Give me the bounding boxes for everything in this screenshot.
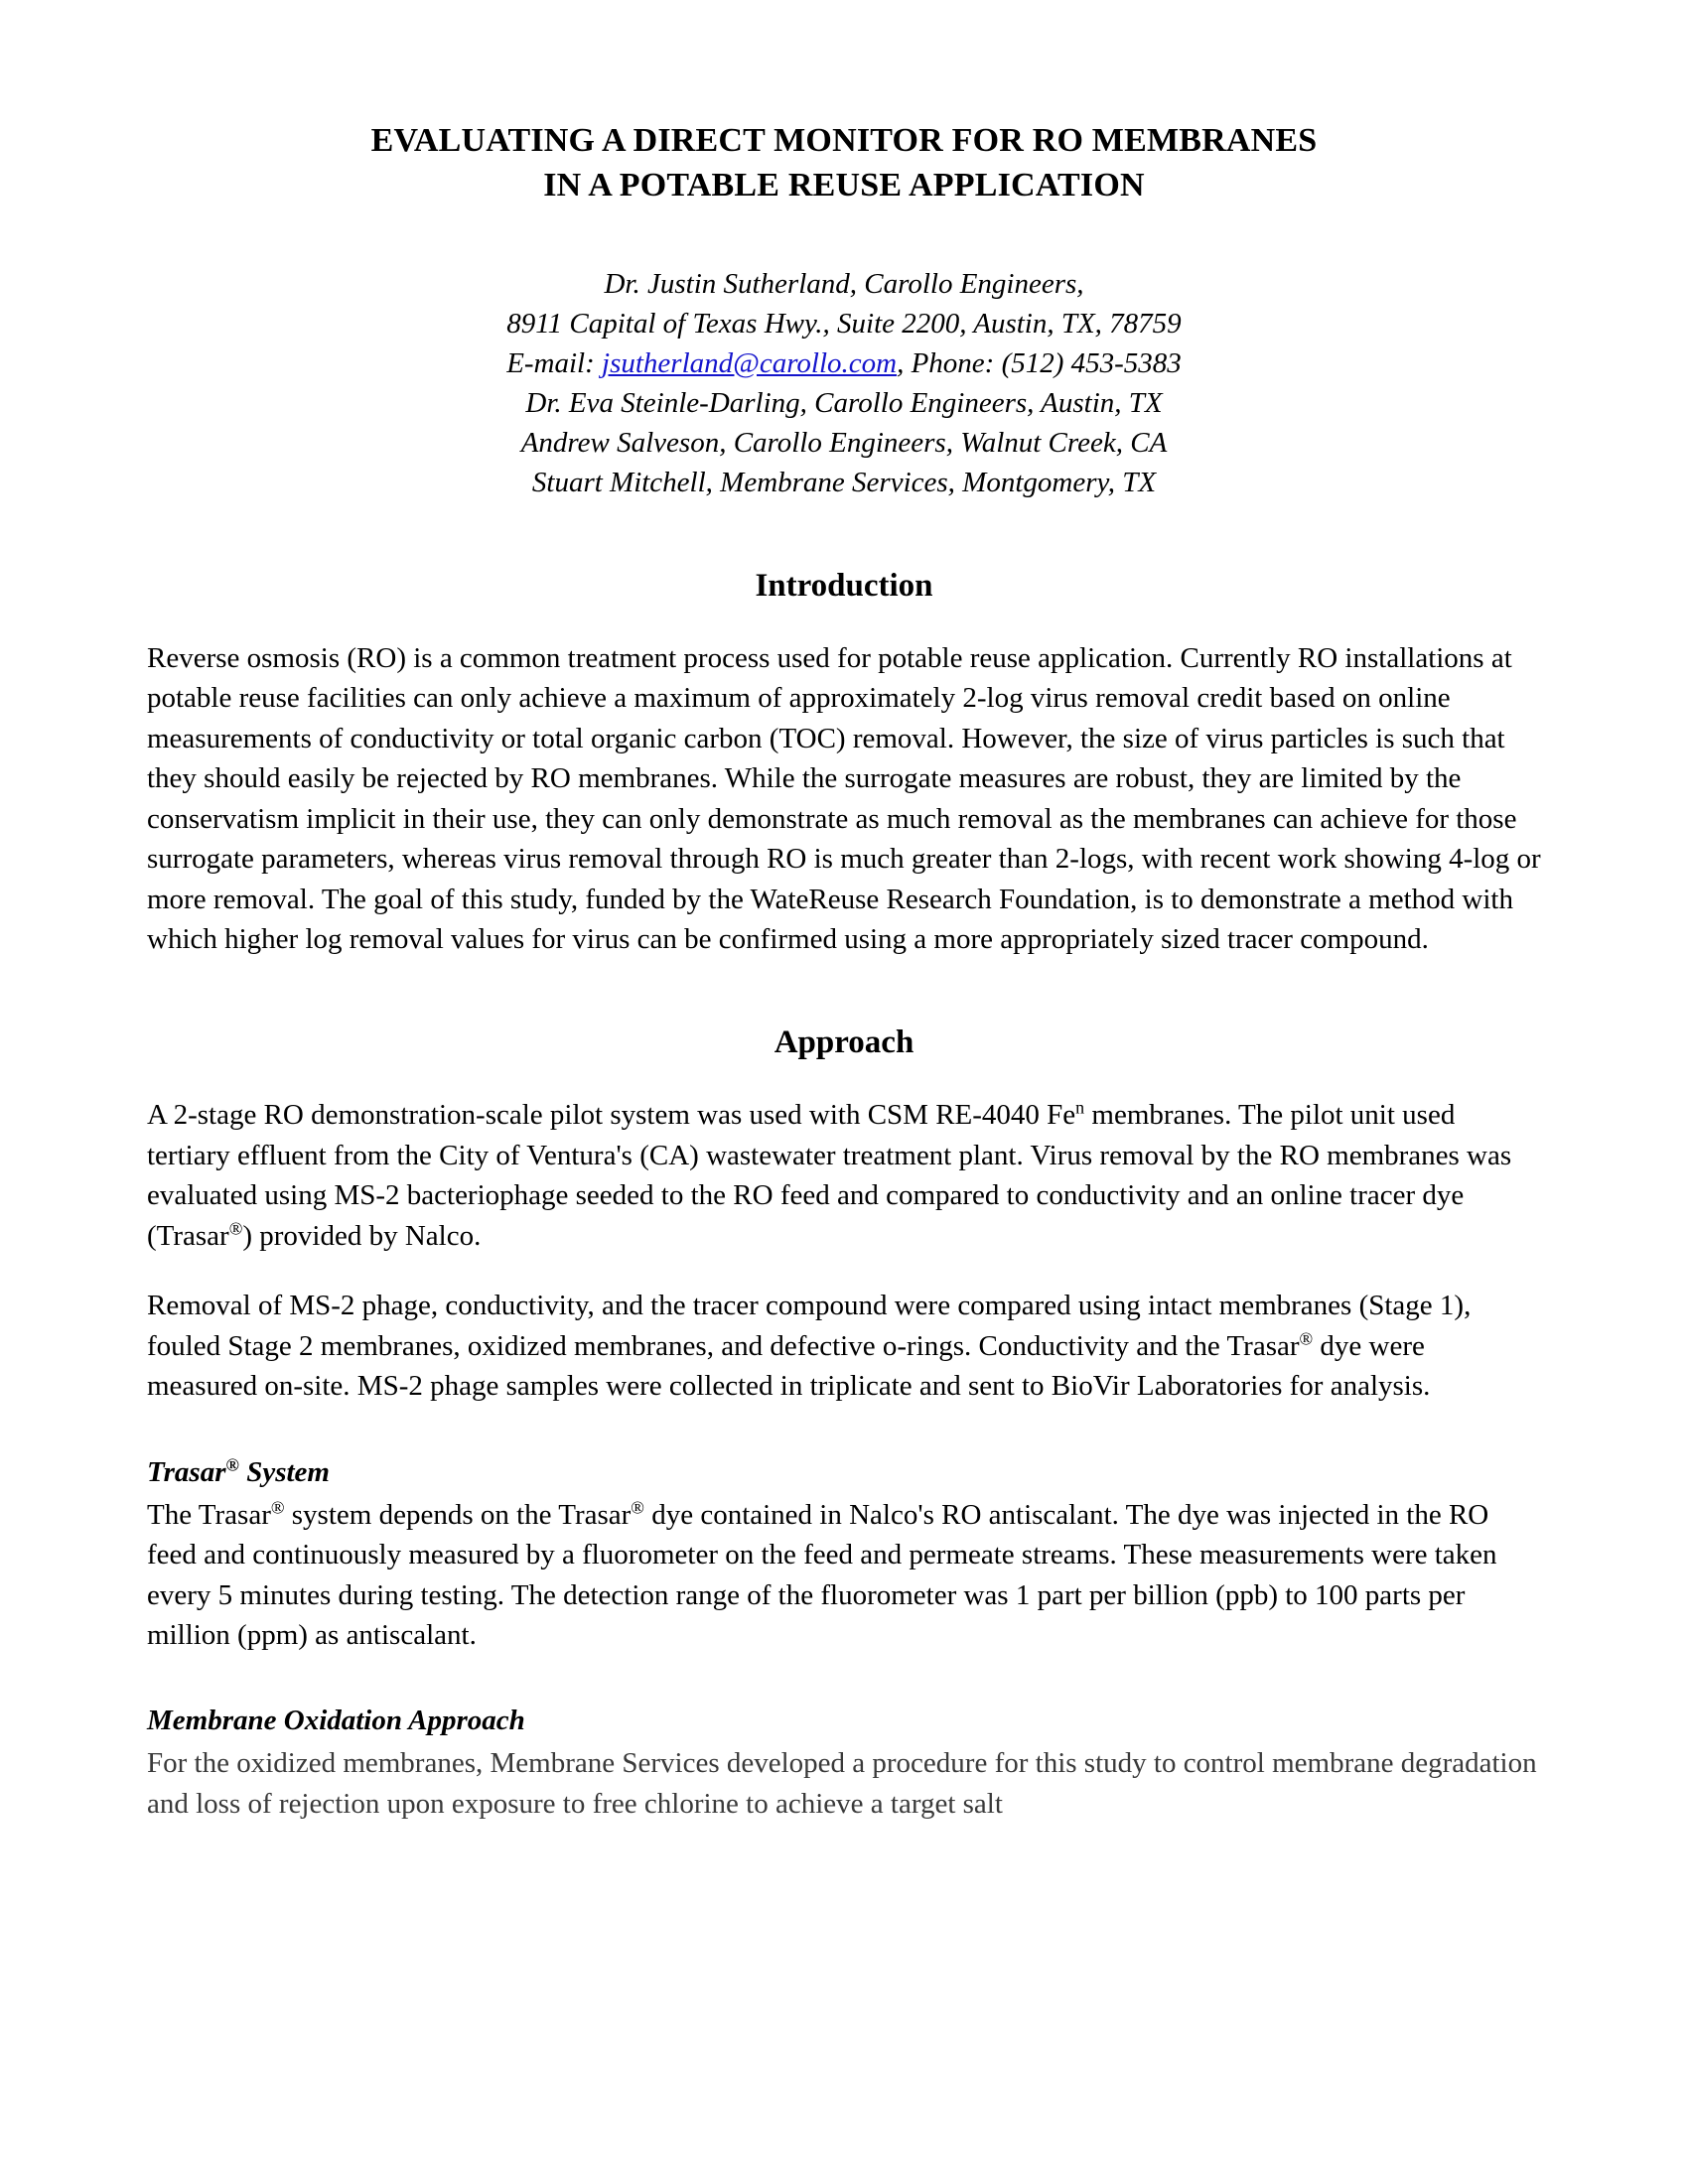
trasar-heading-superscript-registered: ®	[225, 1453, 239, 1474]
approach-p1-part-b: membranes. The pilot unit used tertiary effluent from the City of Ventura's (CA) wastewater treatment plant. Virus removal by the RO membranes was evaluated using MS-2 bacteriophage seeded to the RO feed and compared to conductivity and an online tracer dye (Trasar	[147, 1099, 1512, 1252]
section-heading-approach: Approach	[774, 1024, 914, 1061]
approach-p1-part-c: ) provided by Nalco.	[242, 1219, 482, 1252]
introduction-paragraph: Reverse osmosis (RO) is a common treatment process used for potable reuse application. Currently RO installations at potable reuse facilities can only achieve a maximum of approximately 2-log virus removal credit based on online measurements of conductivity or total organic carbon (TOC) removal. However, the size of virus particles is such that they should easily be rejected by RO membranes. While the surrogate measures are robust, they are limited by the conservatism implicit in their use, they can only demonstrate as much removal as the membranes can achieve for those surrogate parameters, whereas virus removal through RO is much greater than 2-logs, with recent work showing 4-log or more removal. The goal of this study, funded by the WateReuse Research Foundation, is to demonstrate a method with which higher log removal values for virus can be confirmed using a more appropriately sized tracer compound.	[147, 641, 1541, 956]
trasar-paragraph	[147, 1495, 1541, 1656]
trasar-heading-part-a: Trasar	[147, 1455, 226, 1488]
trasar-p-part-c: dye contained in Nalco's RO antiscalant. The dye was injected in the RO feed and continuously measured by a fluorometer on the feed and permeate streams. These measurements were taken every 5 minutes during testing. The detection range of the fluorometer was 1 part per billion (ppb) to 100 parts per million (ppm) as antiscalant.	[147, 1498, 1497, 1651]
trasar-p-part-b: system depends on the Trasar	[284, 1498, 632, 1531]
title-line-1: EVALUATING A DIRECT MONITOR FOR RO MEMBRANES	[370, 122, 1318, 159]
author-line-6: Stuart Mitchell, Membrane Services, Montgomery, TX	[531, 466, 1157, 498]
approach-p2-part-b: dye were measured on-site. MS-2 phage samples were collected in triplicate and sent to BioVir Laboratories for analysis.	[147, 1329, 1431, 1403]
page-title	[187, 119, 1501, 208]
subsection-heading-membrane-oxidation: Membrane Oxidation Approach	[147, 1705, 525, 1737]
trasar-heading-part-b: System	[238, 1455, 330, 1488]
author-line-4: Dr. Eva Steinle-Darling, Carollo Engineers, Austin, TX	[525, 386, 1163, 419]
approach-p1-part-a: A 2-stage RO demonstration-scale pilot system was used with CSM RE-4040 Fe	[147, 1099, 1076, 1132]
approach-p1-superscript-n: n	[1075, 1097, 1085, 1118]
approach-p2-superscript-registered: ®	[1299, 1328, 1314, 1349]
subsection-heading-trasar-system	[147, 1453, 1541, 1489]
trasar-p-superscript-1: ®	[270, 1496, 285, 1517]
approach-p2-part-a: Removal of MS-2 phage, conductivity, and the tracer compound were compared using intact membranes (Stage 1), fouled Stage 2 membranes, oxidized membranes, and defective o-rings. Conductivity and the Trasar	[147, 1290, 1472, 1362]
email-label: E-mail:	[506, 346, 603, 379]
approach-paragraph-1	[147, 1095, 1541, 1256]
author-line-1: Dr. Justin Sutherland, Carollo Engineers,	[604, 267, 1084, 300]
trasar-p-part-a: The Trasar	[147, 1498, 271, 1531]
oxidation-paragraph: For the oxidized membranes, Membrane Services developed a procedure for this study to control membrane degradation and loss of rejection upon exposure to free chlorine to achieve a target salt	[147, 1747, 1537, 1820]
approach-p1-superscript-registered: ®	[228, 1218, 243, 1239]
email-link[interactable]: jsutherland@carollo.com	[602, 346, 898, 379]
author-contact	[147, 343, 1541, 383]
author-line-5: Andrew Salveson, Carollo Engineers, Walnut Creek, CA	[520, 426, 1168, 459]
trasar-p-superscript-2: ®	[631, 1496, 644, 1517]
phone-text: , Phone: (512) 453-5383	[897, 346, 1182, 379]
approach-paragraph-2	[147, 1286, 1541, 1406]
title-line-2: IN A POTABLE REUSE APPLICATION	[543, 166, 1145, 204]
section-heading-introduction: Introduction	[755, 567, 933, 604]
author-block	[147, 264, 1541, 502]
author-address: 8911 Capital of Texas Hwy., Suite 2200, Austin, TX, 78759	[506, 307, 1182, 340]
